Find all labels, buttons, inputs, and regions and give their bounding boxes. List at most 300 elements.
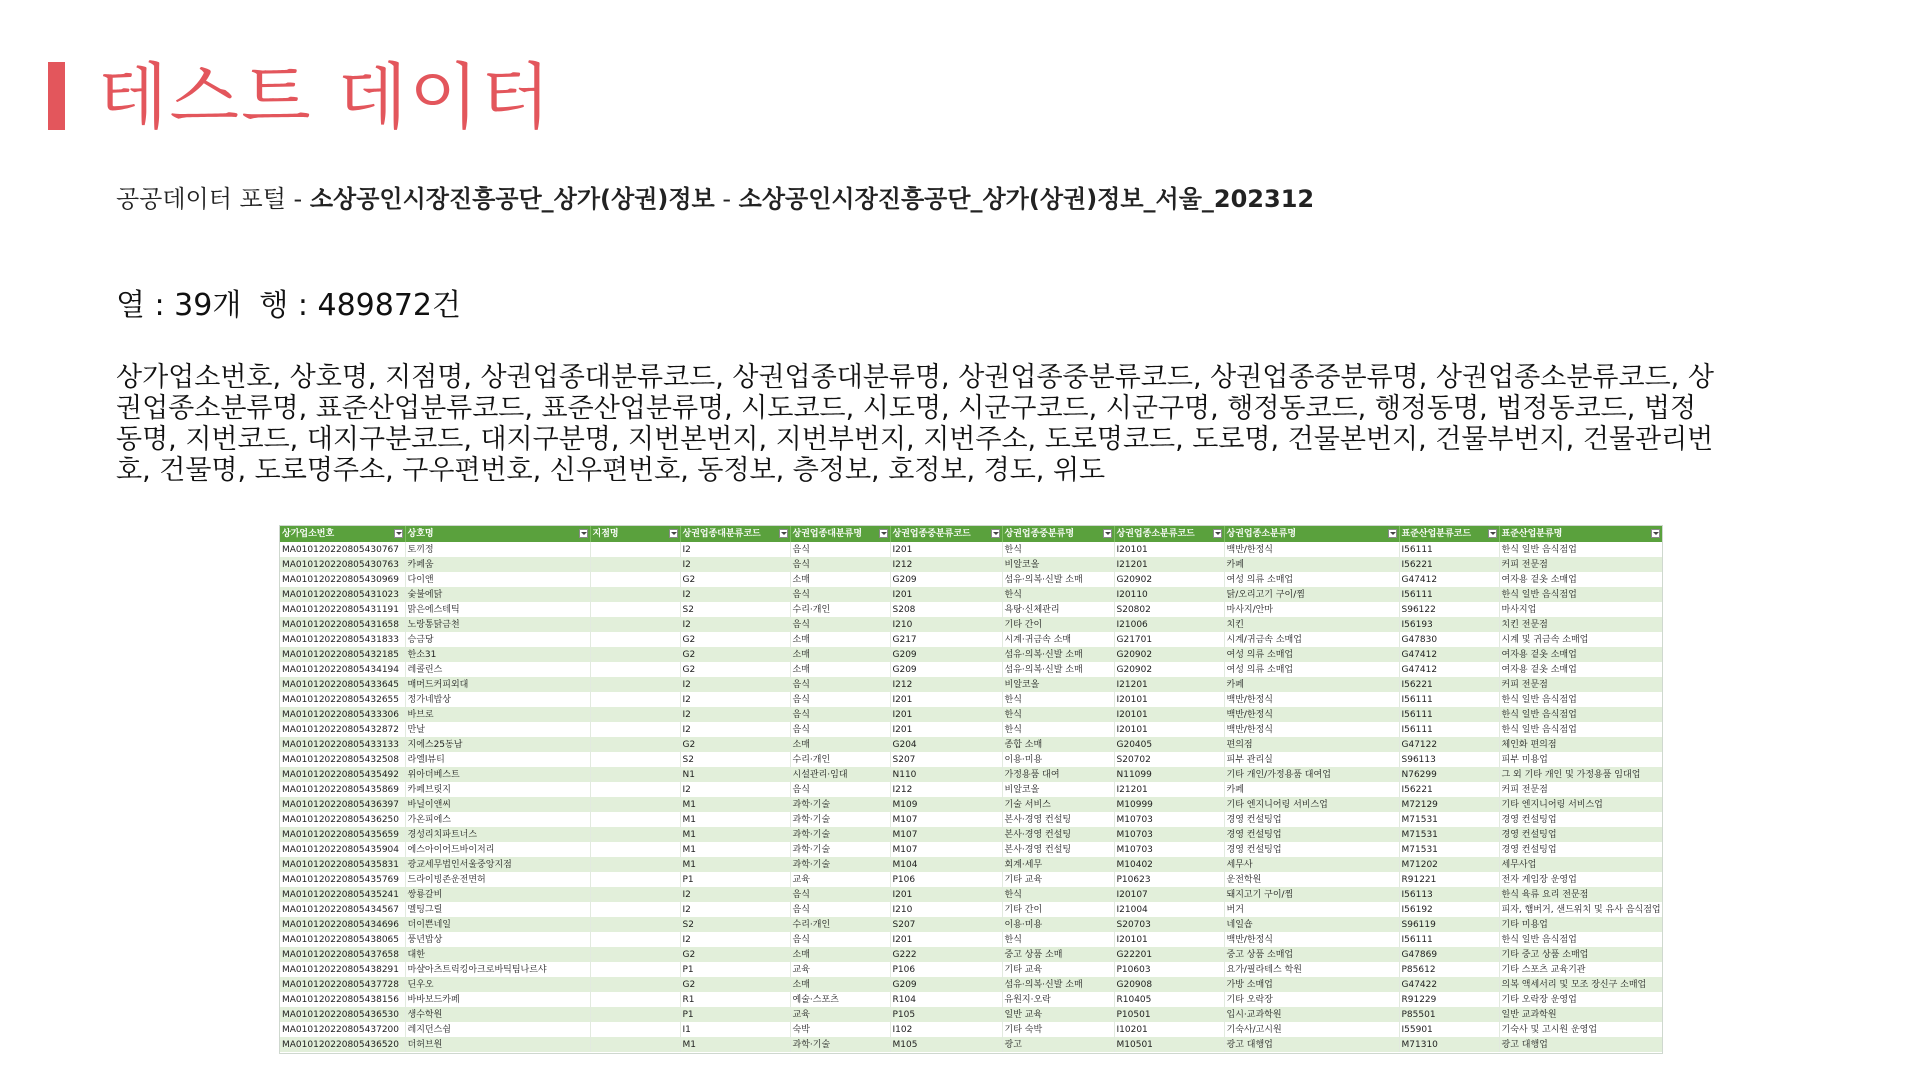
filter-dropdown-icon[interactable] [991,529,1000,538]
table-cell: I20107 [1114,887,1224,902]
table-row [280,752,1662,767]
table-row [280,872,1662,887]
table-cell: G209 [890,977,1002,992]
table-cell: 광고 대행업 [1499,1037,1662,1052]
table-cell: M107 [890,842,1002,857]
filter-dropdown-icon[interactable] [579,529,588,538]
table-cell: I2 [680,617,790,632]
table-cell: 운전학원 [1224,872,1399,887]
table-cell: I56113 [1399,887,1499,902]
table-cell: 일반 교육 [1002,1007,1114,1022]
table-cell: 음식 [790,557,890,572]
table-cell: 이용·미용 [1002,752,1114,767]
table-cell: I56192 [1399,902,1499,917]
table-cell: MA010120220805431023 [280,587,405,602]
table-cell: 가정용품 대여 [1002,767,1114,782]
column-header [1224,526,1399,542]
table-cell: M10703 [1114,827,1224,842]
table-cell: 네일숍 [1224,917,1399,932]
table-row [280,557,1662,572]
table-cell: I2 [680,677,790,692]
table-cell: 가방 소매업 [1224,977,1399,992]
table-cell: 라엘l뷰티 [405,752,590,767]
table-row [280,842,1662,857]
filter-dropdown-icon[interactable] [1651,529,1660,538]
column-header [280,526,405,542]
table-cell [590,722,680,737]
table-cell: 시설관리·임대 [790,767,890,782]
table-cell: I2 [680,887,790,902]
table-cell: MA010120220805435659 [280,827,405,842]
table-cell: MA010120220805437658 [280,947,405,962]
table-cell: 본사·경영 컨설팅 [1002,842,1114,857]
table-cell: 음식 [790,587,890,602]
table-cell: I21006 [1114,617,1224,632]
table-cell [590,1037,680,1052]
table-cell: I210 [890,902,1002,917]
table-cell: 여자용 겉옷 소매업 [1499,572,1662,587]
table-cell: P106 [890,872,1002,887]
table-cell [590,692,680,707]
column-header [790,526,890,542]
table-row [280,902,1662,917]
table-cell: 바브로 [405,707,590,722]
table-cell: G209 [890,572,1002,587]
table-cell: 백반/한정식 [1224,722,1399,737]
table-row [280,1022,1662,1037]
table-cell [590,542,680,557]
table-cell: R10405 [1114,992,1224,1007]
table-row [280,782,1662,797]
table-row [280,917,1662,932]
table-cell: 카페브릿지 [405,782,590,797]
table-cell: 바닐이앤씨 [405,797,590,812]
table-cell: 기타 간이 [1002,902,1114,917]
table-cell: 여성 의류 소매업 [1224,572,1399,587]
column-header [1114,526,1224,542]
table-cell: 한식 [1002,887,1114,902]
table-cell: 기타 교육 [1002,962,1114,977]
table-cell [590,632,680,647]
table-cell: S96113 [1399,752,1499,767]
table-cell: S208 [890,602,1002,617]
table-cell: 카페 [1224,677,1399,692]
table-cell: 기타 엔지니어링 서비스업 [1499,797,1662,812]
table-cell [590,827,680,842]
table-cell: G217 [890,632,1002,647]
table-cell: 백반/한정식 [1224,932,1399,947]
table-cell: MA010120220805434567 [280,902,405,917]
table-cell: 지에스25동남 [405,737,590,752]
table-cell: 수리·개인 [790,602,890,617]
table-cell: 생수학원 [405,1007,590,1022]
table-row [280,887,1662,902]
table-row [280,542,1662,557]
table-cell: G20405 [1114,737,1224,752]
table-cell: I201 [890,587,1002,602]
table-cell: 기타 교육 [1002,872,1114,887]
table-cell: 딘우오 [405,977,590,992]
table-cell: I201 [890,887,1002,902]
table-cell: G47412 [1399,647,1499,662]
table-cell: I201 [890,707,1002,722]
table-cell: M10501 [1114,1037,1224,1052]
table-cell: M72129 [1399,797,1499,812]
table-cell: MA010120220805438291 [280,962,405,977]
table-cell: 기타 오락장 [1224,992,1399,1007]
source-prefix: 공공데이터 포털 - [116,185,310,213]
table-cell: 섬유·의복·신발 소매 [1002,647,1114,662]
table-cell: M1 [680,857,790,872]
table-row [280,722,1662,737]
table-cell: 여성 의류 소매업 [1224,647,1399,662]
table-cell: M10999 [1114,797,1224,812]
table-cell: MA010120220805431833 [280,632,405,647]
table-cell: G2 [680,632,790,647]
table-cell: I1 [680,1022,790,1037]
table-cell: 기타 숙박 [1002,1022,1114,1037]
table-body [280,542,1662,1052]
table-cell: 버거 [1224,902,1399,917]
table-cell: G2 [680,572,790,587]
table-cell: MA010120220805437728 [280,977,405,992]
table-cell: I2 [680,932,790,947]
table-cell: 섬유·의복·신발 소매 [1002,662,1114,677]
table-cell: I56111 [1399,542,1499,557]
table-cell: 더이쁜네일 [405,917,590,932]
table-cell: 기타 스포츠 교육기관 [1499,962,1662,977]
table-cell: 레콜린스 [405,662,590,677]
table-cell: 기타 오락장 운영업 [1499,992,1662,1007]
table-cell: MA010120220805433133 [280,737,405,752]
table-cell: 소매 [790,647,890,662]
table-cell: 피부 관리실 [1224,752,1399,767]
table-cell: G209 [890,647,1002,662]
table-cell: P85612 [1399,962,1499,977]
filter-dropdown-icon[interactable] [1388,529,1397,538]
table-cell: MA010120220805432655 [280,692,405,707]
table-cell: 광고 [1002,1037,1114,1052]
table-cell: 여자용 겉옷 소매업 [1499,662,1662,677]
table-cell [590,902,680,917]
table-cell: I56111 [1399,707,1499,722]
slide-title: 테스트 데이터 [98,55,553,139]
filter-dropdown-icon[interactable] [779,529,788,538]
table-cell: MA010120220805436397 [280,797,405,812]
table-cell: 카페움 [405,557,590,572]
column-header-label: 상가업소번호 [282,529,335,539]
table-cell: 노랑통닭금천 [405,617,590,632]
filter-dropdown-icon[interactable] [1488,529,1497,538]
table-cell: I56193 [1399,617,1499,632]
table-cell: I210 [890,617,1002,632]
table-cell: 카페 [1224,557,1399,572]
table-row [280,767,1662,782]
column-header-label: 상권업종대분류코드 [682,529,761,539]
table-cell: 더허브원 [405,1037,590,1052]
table-cell: 소매 [790,632,890,647]
table-cell: M10703 [1114,842,1224,857]
table-cell: M71310 [1399,1037,1499,1052]
table-cell: 피자, 햄버거, 샌드위치 및 유사 음식점업 [1499,902,1662,917]
table-cell: 세무사 [1224,857,1399,872]
table-cell: MA010120220805435831 [280,857,405,872]
table-cell: 섬유·의복·신발 소매 [1002,572,1114,587]
table-cell: R104 [890,992,1002,1007]
table-cell: 한식 [1002,707,1114,722]
table-cell: G2 [680,737,790,752]
table-cell: 의복 액세서리 및 모조 장신구 소매업 [1499,977,1662,992]
table-cell: 위아더베스트 [405,767,590,782]
table-cell: M107 [890,812,1002,827]
table-cell: G47122 [1399,737,1499,752]
table-cell: MA010120220805435869 [280,782,405,797]
table-row [280,617,1662,632]
table-cell: 카페 [1224,782,1399,797]
table-cell: 기타 개인/가정용품 대여업 [1224,767,1399,782]
table-cell: 경영 컨설팅업 [1499,842,1662,857]
table-cell: N110 [890,767,1002,782]
table-cell: 그 외 기타 개인 및 가정용품 임대업 [1499,767,1662,782]
table-cell: 기타 간이 [1002,617,1114,632]
table-cell: 섬유·의복·신발 소매 [1002,977,1114,992]
table-cell: S207 [890,752,1002,767]
table-cell: 교육 [790,962,890,977]
table-cell: MA010120220805430969 [280,572,405,587]
table-cell: N76299 [1399,767,1499,782]
table-cell: I20101 [1114,542,1224,557]
table-cell: 일반 교과학원 [1499,1007,1662,1022]
table-cell: S96122 [1399,602,1499,617]
table-cell: S96119 [1399,917,1499,932]
table-cell: 비알코올 [1002,782,1114,797]
table-cell: 세무사업 [1499,857,1662,872]
table-cell: G2 [680,947,790,962]
table-cell: MA010120220805436530 [280,1007,405,1022]
column-header [890,526,1002,542]
table-cell: I212 [890,782,1002,797]
table-cell: M1 [680,842,790,857]
filter-dropdown-icon[interactable] [1213,529,1222,538]
table-cell: 경성리치파트너스 [405,827,590,842]
table-cell: 승금당 [405,632,590,647]
table-cell: 다이앤 [405,572,590,587]
table-cell: 음식 [790,692,890,707]
table-cell: 욕탕·신체관리 [1002,602,1114,617]
table-row [280,1037,1662,1052]
dataset-counts [116,288,479,324]
table-cell: I21004 [1114,902,1224,917]
table-cell: 만날 [405,722,590,737]
table-cell [590,1022,680,1037]
table-cell: I55901 [1399,1022,1499,1037]
table-cell: 한식 [1002,722,1114,737]
column-header-label: 표준산업분류명 [1501,529,1563,539]
table-cell: M71531 [1399,812,1499,827]
table-row [280,827,1662,842]
table-cell: 닭/오리고기 구이/찜 [1224,587,1399,602]
table-cell: 중고 상품 소매 [1002,947,1114,962]
table-cell: I21201 [1114,677,1224,692]
table-row [280,962,1662,977]
table-cell: 시계·귀금속 소매 [1002,632,1114,647]
table-row [280,1007,1662,1022]
table-cell [590,647,680,662]
table-cell: I2 [680,707,790,722]
table-cell: I56111 [1399,932,1499,947]
table-cell: 과학·기술 [790,1037,890,1052]
table-cell: P10623 [1114,872,1224,887]
table-cell: P85501 [1399,1007,1499,1022]
table-row [280,632,1662,647]
table-cell: 한식 [1002,587,1114,602]
table-cell: I201 [890,692,1002,707]
table-cell: G204 [890,737,1002,752]
table-cell: M1 [680,1037,790,1052]
source-file: 소상공인시장진흥공단_상가(상권)정보_서울_202312 [738,185,1315,213]
table-cell: 교육 [790,1007,890,1022]
column-header [590,526,680,542]
table-cell [590,917,680,932]
row-count: 행 : 489872건 [259,288,461,323]
table-cell: 소매 [790,572,890,587]
table-cell: G47412 [1399,662,1499,677]
filter-dropdown-icon[interactable] [394,529,403,538]
table-cell: 마샬아츠트릭킹아크로바틱팀나르샤 [405,962,590,977]
table-cell [590,662,680,677]
table-cell: 경영 컨설팅업 [1224,827,1399,842]
table-cell: 기타 엔지니어링 서비스업 [1224,797,1399,812]
table-cell: MA010120220805435769 [280,872,405,887]
table-cell: M1 [680,797,790,812]
table-cell: I20101 [1114,707,1224,722]
table-cell: I2 [680,722,790,737]
table-cell: I56221 [1399,782,1499,797]
column-header [1399,526,1499,542]
table-row [280,662,1662,677]
table-cell [590,842,680,857]
table-cell: 백반/한정식 [1224,542,1399,557]
table-cell: 회계·세무 [1002,857,1114,872]
table-cell: P105 [890,1007,1002,1022]
table-cell: 드라이빙존운전면허 [405,872,590,887]
table-cell: 한식 [1002,932,1114,947]
table-cell: 체인화 편의점 [1499,737,1662,752]
table-cell: 소매 [790,977,890,992]
filter-dropdown-icon[interactable] [879,529,888,538]
table-cell: 레지던스쉼 [405,1022,590,1037]
table-cell: I2 [680,692,790,707]
table-cell: 과학·기술 [790,857,890,872]
table-cell: S207 [890,917,1002,932]
table-cell: 중고 상품 소매업 [1224,947,1399,962]
table-cell: 음식 [790,902,890,917]
table-cell: 매머드커피외대 [405,677,590,692]
table-cell [590,617,680,632]
table-cell: I201 [890,932,1002,947]
table-row [280,587,1662,602]
table-cell: 경영 컨설팅업 [1224,842,1399,857]
table-cell: 맑은에스테틱 [405,602,590,617]
table-cell: 한식 일반 음식점업 [1499,707,1662,722]
table-cell: G2 [680,977,790,992]
table-cell: P106 [890,962,1002,977]
source-dataset: 소상공인시장진흥공단_상가(상권)정보 [309,185,715,213]
table-cell: 시계/귀금속 소매업 [1224,632,1399,647]
column-header [405,526,590,542]
table-cell: MA010120220805435492 [280,767,405,782]
table-cell: 백반/한정식 [1224,692,1399,707]
table-cell: P1 [680,962,790,977]
table-cell: MA010120220805434194 [280,662,405,677]
table-cell: 피부 미용업 [1499,752,1662,767]
table-cell: I20101 [1114,932,1224,947]
table-cell: 경영 컨설팅업 [1224,812,1399,827]
table-cell: R91221 [1399,872,1499,887]
filter-dropdown-icon[interactable] [669,529,678,538]
table-cell: MA010120220805431658 [280,617,405,632]
column-header-label: 표준산업분류코드 [1401,529,1472,539]
table-cell: 커피 전문점 [1499,557,1662,572]
table-cell [590,587,680,602]
table-cell: M10703 [1114,812,1224,827]
table-cell: I2 [680,542,790,557]
filter-dropdown-icon[interactable] [1103,529,1112,538]
table-cell: 기술 서비스 [1002,797,1114,812]
table-cell [590,872,680,887]
table-cell: 정가네밥상 [405,692,590,707]
table-cell: 음식 [790,782,890,797]
table-cell: 가온피에스 [405,812,590,827]
table-cell: I212 [890,677,1002,692]
table-cell: M10402 [1114,857,1224,872]
table-cell [590,932,680,947]
table-row [280,677,1662,692]
table-cell: M1 [680,827,790,842]
table-cell [590,992,680,1007]
table-cell [590,977,680,992]
table-cell: 경영 컨설팅업 [1499,812,1662,827]
table-cell: 풍년밥상 [405,932,590,947]
table-cell: G21701 [1114,632,1224,647]
table-cell: 음식 [790,542,890,557]
table-cell: P1 [680,872,790,887]
table-cell: 여성 의류 소매업 [1224,662,1399,677]
table-cell: S2 [680,602,790,617]
table-cell [590,1007,680,1022]
table-cell: I201 [890,722,1002,737]
table-cell [590,572,680,587]
table-cell: G222 [890,947,1002,962]
table-row [280,992,1662,1007]
table-cell: G20902 [1114,572,1224,587]
table-cell [590,737,680,752]
table-cell: 본사·경영 컨설팅 [1002,812,1114,827]
table-cell: 음식 [790,707,890,722]
table-cell: I201 [890,542,1002,557]
table-cell: I56111 [1399,692,1499,707]
column-header [1499,526,1662,542]
column-header-label: 상권업종대분류명 [792,529,863,539]
table-cell: 비알코올 [1002,557,1114,572]
table-cell [590,812,680,827]
table-cell: MA010120220805432508 [280,752,405,767]
spreadsheet-preview [279,525,1663,1054]
data-source-line [116,184,1314,214]
table-cell: 과학·기술 [790,797,890,812]
table-row [280,857,1662,872]
table-cell: MA010120220805430763 [280,557,405,572]
